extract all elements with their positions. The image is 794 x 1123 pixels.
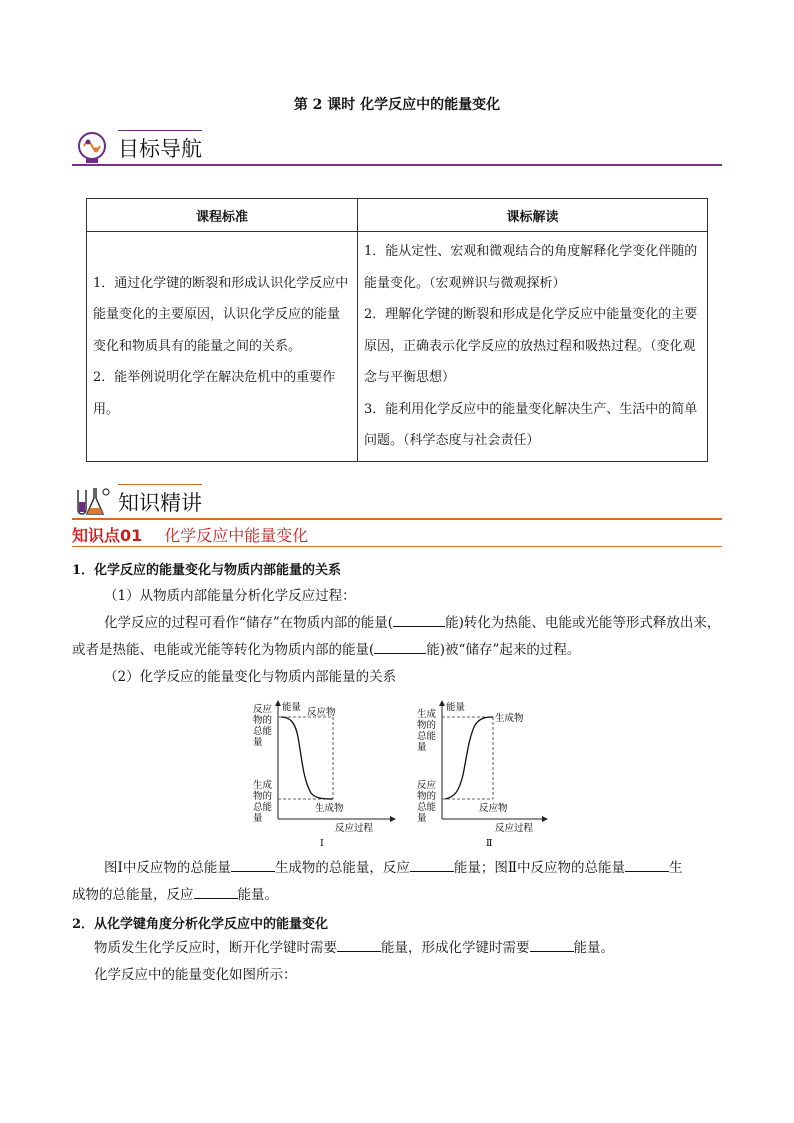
table-cell-interpretation [358,232,708,462]
knowledge-point-underline [72,546,722,547]
left-bottom-label-1: 生成 [253,780,273,791]
left-bottom-label-4: 量 [253,813,263,824]
paragraph [104,855,724,882]
bottom-level-label: 反应物 [479,803,508,814]
curriculum-table [86,198,708,462]
left-bottom-label-2: 物的 [253,791,273,802]
left-bottom-label-3: 总能 [253,802,273,813]
x-axis-label: 反应过程 [495,823,534,834]
bottom-level-label: 生成物 [315,803,344,814]
list-item: 1．能从定性、宏观和微观结合的角度解释化学变化伴随的能量变化。（宏观辨识与微观探析） [364,244,698,291]
fill-blank[interactable] [231,857,275,872]
table-header-standard: 课程标准 [87,199,358,232]
lab-flask-icon [72,484,112,520]
left-top-label-3: 总能 [253,726,273,737]
list-item: 3．能利用化学反应中的能量变化解决生产、生活中的简单问题。（科学态度与社会责任） [364,401,698,448]
table-header-interpretation: 课标解读 [358,199,708,232]
subsection-heading: 1．化学反应的能量变化与物质内部能量的关系 [72,563,342,578]
left-top-label-2: 物的 [253,715,273,726]
top-level-label: 反应物 [307,707,336,718]
diagram-endothermic [417,701,545,849]
text-span: 能量。 [573,940,614,956]
fill-blank[interactable] [374,639,426,654]
text-span: 图Ⅰ中反应物的总能量 [104,860,231,876]
text-span: 能量，形成化学键时需要 [381,940,530,956]
paragraph [104,610,724,637]
paragraph: 化学反应中的能量变化如图所示： [94,967,297,983]
paragraph [94,935,614,962]
list-item: 2．能举例说明化学在解决危机中的重要作用。 [93,370,336,417]
text-span: 生 [669,860,683,876]
energy-curve [445,717,493,799]
paragraph: （2）化学反应的能量变化与物质内部能量的关系 [104,669,397,685]
section-header-goals [72,130,722,166]
list-item: 2．理解化学键的断裂和形成是化学反应中能量变化的主要原因，正确表示化学反应的放热过程和吸热过程。（变化观念与平衡思想） [364,307,698,385]
left-top-label-1: 生成 [417,709,437,720]
paragraph: （1）从物质内部能量分析化学反应过程： [104,588,356,604]
left-top-label-3: 总能 [417,731,437,742]
y-axis-label: 能量 [282,702,302,713]
diagram-caption: Ⅰ [320,838,324,849]
knowledge-point-label: 知识点01 [72,526,143,545]
diagram-exothermic [253,701,393,849]
fill-blank[interactable] [410,857,454,872]
left-top-label-1: 反应 [253,704,273,715]
knowledge-point-title: 化学反应中能量变化 [164,526,309,545]
text-span: 生成物的总能量，反应 [274,860,410,876]
fill-blank[interactable] [337,937,381,952]
brain-icon [72,130,112,166]
left-bottom-label-2: 物的 [417,791,437,802]
fill-blank[interactable] [530,937,574,952]
section-header-knowledge [72,484,722,520]
left-bottom-label-1: 反应 [417,780,437,791]
text-span: 物质发生化学反应时，断开化学键时需要 [94,940,337,956]
page-title: 第 2 课时 化学反应中的能量变化 [293,97,501,113]
energy-curve [281,717,333,799]
list-item: 1．通过化学键的断裂和形成认识化学反应中能量变化的主要原因，认识化学反应的能量变化和物质具有的能量之间的关系。 [93,275,349,354]
fill-blank[interactable] [393,612,445,627]
fill-blank[interactable] [194,884,238,899]
left-bottom-label-4: 量 [417,813,427,824]
text-span: 能)转化为热能、电能或光能等形式释放出来， [445,615,721,631]
diagram-caption: Ⅱ [486,838,493,849]
text-span: 成物的总能量，反应 [72,887,194,903]
fill-blank[interactable] [625,857,669,872]
header-top-line [118,130,202,131]
paragraph [72,882,278,909]
text-span: 能)被“储存”起来的过程。 [426,642,581,658]
text-span: 能量；图Ⅱ中反应物的总能量 [453,860,626,876]
subsection-heading: 2．从化学键角度分析化学反应中的能量变化 [72,917,329,932]
y-axis-label: 能量 [446,702,466,713]
top-level-label: 生成物 [495,713,524,724]
text-span: 或者是热能、电能或光能等转化为物质内部的能量( [72,642,375,658]
section-underline [72,164,722,166]
left-top-label-2: 物的 [417,720,437,731]
section-heading: 知识精讲 [118,491,202,515]
header-top-line [118,484,202,485]
table-cell-standard [87,232,358,462]
text-span: 能量。 [237,887,278,903]
left-top-label-4: 量 [417,742,427,753]
energy-diagram [245,697,565,855]
x-axis-label: 反应过程 [335,823,374,834]
text-span: 化学反应的过程可看作“储存”在物质内部的能量( [104,615,394,631]
paragraph [72,637,580,664]
section-heading: 目标导航 [118,137,202,161]
knowledge-point-heading [72,523,308,546]
left-top-label-4: 量 [253,737,263,748]
section-underline [72,518,722,520]
left-bottom-label-3: 总能 [417,802,437,813]
